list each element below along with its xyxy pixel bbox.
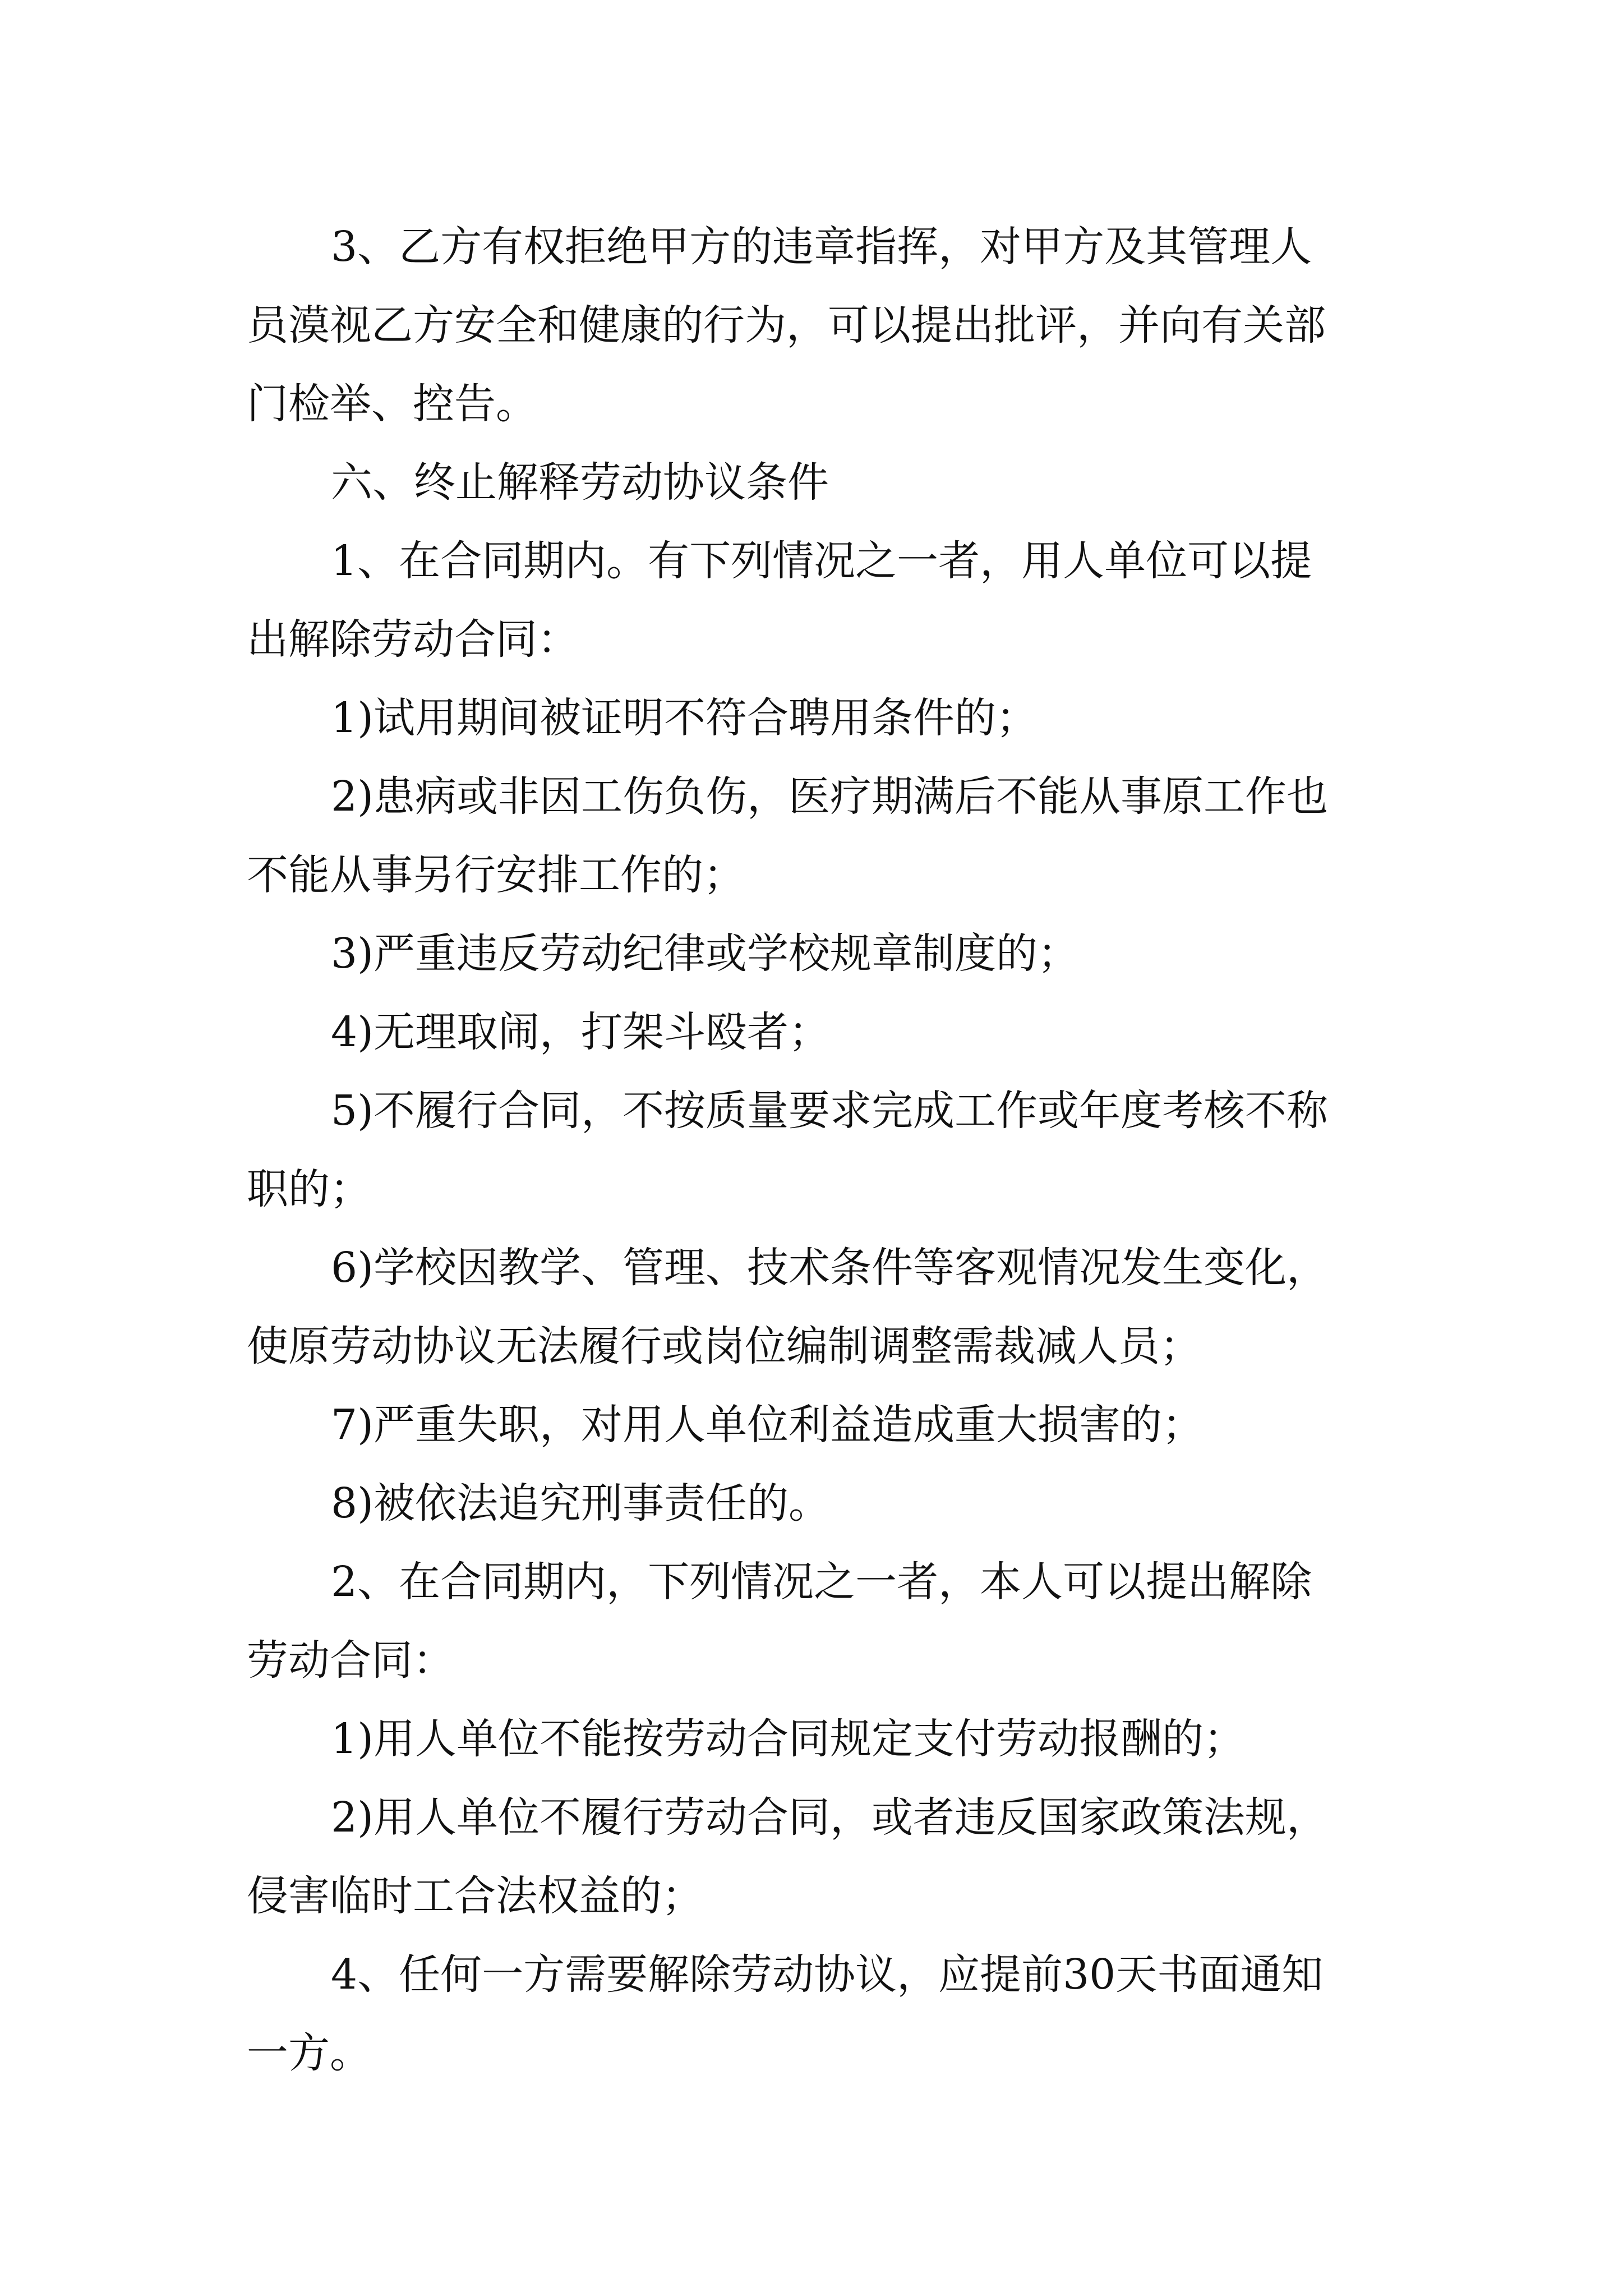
text-line: 3)严重违反劳动纪律或学校规章制度的； [331, 930, 1079, 978]
text-line: 劳动合同： [247, 1636, 454, 1685]
text-line: 员漠视乙方安全和健康的行为，可以提出批评，并向有关部 [247, 301, 1326, 349]
paragraph [247, 757, 1380, 914]
text-line: 7)严重失职，对用人单位利益造成重大损害的； [331, 1401, 1204, 1449]
text-line: 门检举、控告。 [247, 380, 537, 428]
text-line: 2、在合同期内，下列情况之一者，本人可以提出解除 [331, 1558, 1312, 1606]
text-line: 使原劳动协议无法履行或岗位编制调整需裁减人员； [247, 1322, 1201, 1370]
document-body [247, 208, 1380, 2092]
text-line: 5)不履行合同，不按质量要求完成工作或年度考核不称 [331, 1087, 1328, 1135]
text-line: 2)用人单位不履行劳动合同，或者违反国家政策法规， [331, 1793, 1328, 1842]
text-line: 出解除劳动合同： [247, 615, 579, 664]
text-line: 2)患病或非因工伤负伤，医疗期满后不能从事原工作也 [331, 772, 1328, 821]
text-line: 1)用人单位不能按劳动合同规定支付劳动报酬的； [331, 1715, 1245, 1763]
text-line: 6)学校因教学、管理、技术条件等客观情况发生变化， [331, 1244, 1328, 1292]
text-line: 六、终止解释劳动协议条件 [331, 458, 829, 507]
text-line: 8)被依法追究刑事责任的。 [331, 1479, 830, 1527]
paragraph [247, 679, 1380, 757]
text-line: 职的； [247, 1165, 371, 1213]
paragraph [247, 1071, 1380, 1228]
text-line: 1)试用期间被证明不符合聘用条件的； [331, 694, 1038, 742]
text-line: 一方。 [247, 2029, 371, 2077]
text-line: 4、任何一方需要解除劳动协议，应提前30天书面通知 [331, 1950, 1324, 1999]
paragraph [247, 1778, 1380, 1935]
paragraph [247, 1386, 1380, 1464]
paragraph [247, 1464, 1380, 1543]
paragraph [247, 914, 1380, 993]
text-line: 不能从事另行安排工作的； [247, 851, 745, 899]
text-line: 1、在合同期内。有下列情况之一者，用人单位可以提 [331, 537, 1312, 585]
paragraph [247, 208, 1380, 443]
paragraph [247, 993, 1380, 1071]
text-line: 4)无理取闹，打架斗殴者； [331, 1008, 830, 1056]
paragraph [247, 1700, 1380, 1778]
paragraph [247, 1228, 1380, 1386]
text-line: 3、乙方有权拒绝甲方的违章指挥，对甲方及其管理人 [331, 223, 1312, 271]
paragraph [247, 443, 1380, 522]
paragraph [247, 522, 1380, 679]
paragraph [247, 1543, 1380, 1700]
text-line: 侵害临时工合法权益的； [247, 1872, 703, 1920]
paragraph [247, 1935, 1380, 2092]
